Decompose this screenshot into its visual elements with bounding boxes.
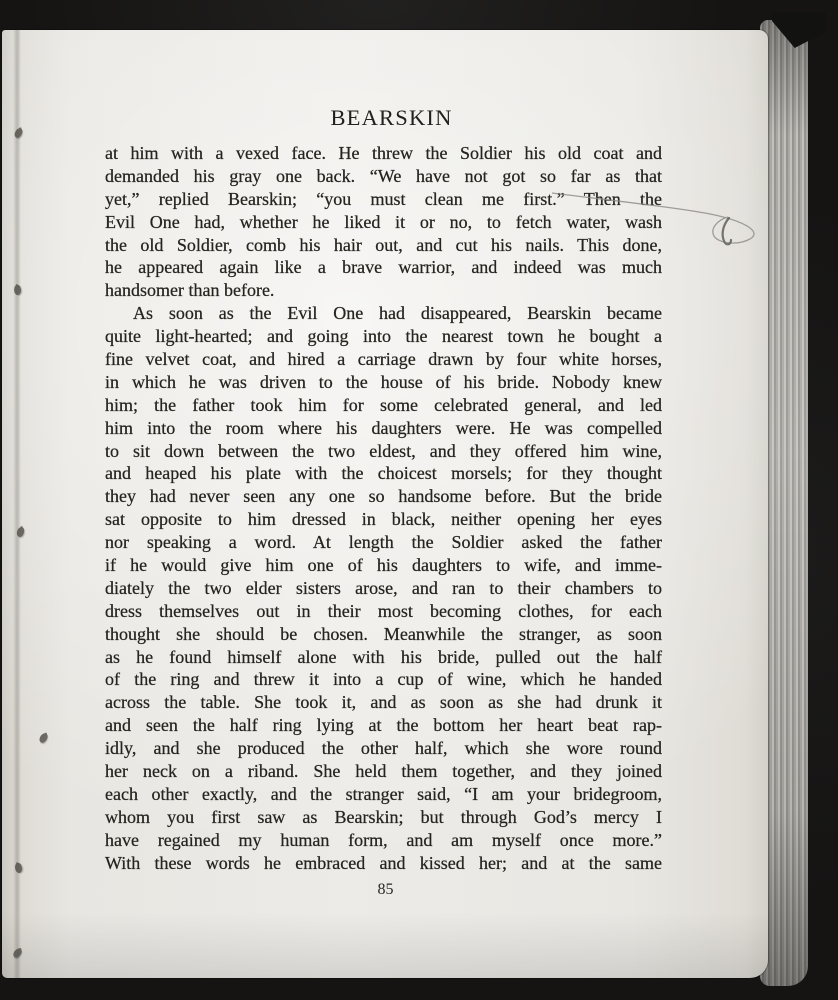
text-line: in which he was driven to the house of his bride. Nobody knew [105, 371, 662, 392]
text-line: her neck on a riband. She held them together, and they joined [105, 761, 662, 782]
story-text [105, 142, 662, 875]
text-line: have regained my human form, and am myself once more.” [105, 829, 662, 850]
paragraph [105, 302, 662, 874]
text-line: at him with a vexed face. He threw the Soldier his old coat and [105, 143, 662, 163]
text-line: if he would give him one of his daughters to wife, and imme- [105, 555, 662, 576]
text-block [105, 106, 662, 899]
text-line: of the ring and threw it into a cup of wine, which he handed [105, 669, 662, 690]
text-line: sat opposite to him dressed in black, neither opening her eyes [105, 509, 662, 530]
binding-stitch [16, 527, 24, 538]
text-line: they had never seen any one so handsome before. But the bride [105, 486, 662, 507]
binding-stitch [38, 732, 48, 744]
text-line: idly, and she produced the other half, which she wore round [105, 738, 662, 759]
binding-crease [13, 30, 21, 978]
text-line: and seen the half ring lying at the bottom her heart beat rap- [105, 715, 662, 736]
text-line: demanded his gray one back. “We have not got so far as that [105, 165, 662, 186]
page-title: BEARSKIN [330, 105, 453, 130]
text-line: yet,” replied Bearskin; “you must clean me first.” Then the [105, 188, 662, 209]
text-line: dress themselves out in their most becoming clothes, for each [105, 600, 662, 621]
text-line: he appeared again like a brave warrior, and indeed was much [105, 257, 662, 278]
text-line: whom you first saw as Bearskin; but through God’s mercy I [105, 806, 662, 827]
text-line: nor speaking a word. At length the Soldier asked the father [105, 532, 662, 553]
paragraph [105, 142, 662, 302]
text-line: across the table. She took it, and as soon as she had drunk it [105, 692, 662, 713]
text-line: him into the room where his daughters were. He was compelled [105, 417, 662, 438]
text-line: as he found himself alone with his bride, pulled out the half [105, 646, 662, 667]
text-line: quite light-hearted; and going into the nearest town he bought a [105, 326, 662, 347]
text-line: him; the father took him for some celebrated general, and led [105, 394, 662, 415]
page-number: 85 [377, 880, 394, 898]
text-line: As soon as the Evil One had disappeared, Bearskin became [133, 303, 662, 324]
text-line: With these words he embraced and kissed her; and at the same [105, 852, 662, 873]
text-line: Evil One had, whether he liked it or no, to fetch water, wash [105, 211, 662, 232]
text-line: thought she should be chosen. Meanwhile the stranger, as soon [105, 623, 662, 644]
text-line: each other exactly, and the stranger said, “I am your bridegroom, [105, 783, 662, 804]
text-line: fine velvet coat, and hired a carriage drawn by four white horses, [105, 349, 662, 370]
text-line: to sit down between the two eldest, and they offered him wine, [105, 440, 662, 461]
book-page [2, 30, 768, 978]
text-line: handsomer than before. [105, 280, 275, 301]
text-line: diately the two elder sisters arose, and ran to their chambers to [105, 577, 662, 598]
text-line: and heaped his plate with the choicest morsels; for they thought [105, 463, 662, 484]
text-line: the old Soldier, comb his hair out, and cut his nails. This done, [105, 234, 662, 255]
